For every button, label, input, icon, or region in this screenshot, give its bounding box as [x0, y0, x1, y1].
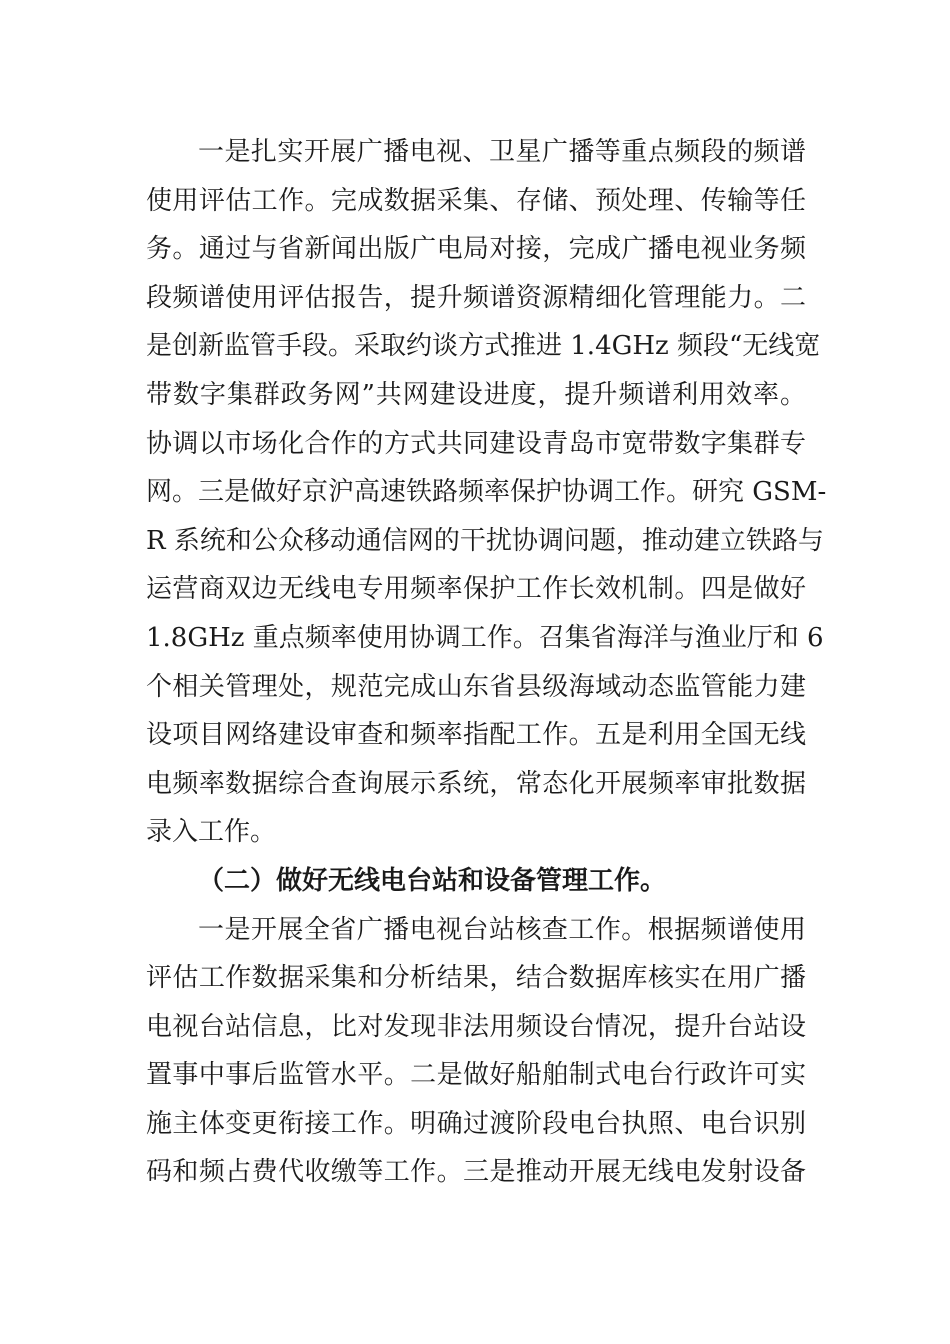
- text-line: 码和频占费代收缴等工作。三是推动开展无线电发射设备: [146, 1157, 806, 1188]
- text-line: 个相关管理处，规范完成山东省县级海域动态监管能力建: [146, 671, 806, 702]
- text-line: R 系统和公众移动通信网的干扰协调问题，推动建立铁路与: [146, 525, 824, 556]
- text-line: 段频谱使用评估报告，提升频谱资源精细化管理能力。二: [146, 282, 806, 313]
- text-line: 1.8GHz 重点频率使用协调工作。召集省海洋与渔业厅和 6: [146, 622, 824, 653]
- text-line: 是创新监管手段。采取约谈方式推进 1.4GHz 频段“无线宽: [146, 331, 821, 362]
- text-line: 使用评估工作。完成数据采集、存储、预处理、传输等任: [146, 185, 806, 216]
- text-line: 录入工作。: [146, 817, 277, 848]
- text-line: 网。三是做好京沪高速铁路频率保护协调工作。研究 GSM-: [146, 477, 827, 508]
- text-line: 电视台站信息，比对发现非法用频设台情况，提升台站设: [146, 1011, 806, 1042]
- text-line: 施主体变更衔接工作。明确过渡阶段电台执照、电台识别: [146, 1108, 806, 1139]
- text-line: 运营商双边无线电专用频率保护工作长效机制。四是做好: [146, 574, 806, 605]
- paragraph-station-management: [146, 906, 806, 1198]
- document-page: [146, 128, 827, 1197]
- text-line: 电频率数据综合查询展示系统，常态化开展频率审批数据: [146, 768, 806, 799]
- text-line: 协调以市场化合作的方式共同建设青岛市宽带数字集群专: [146, 428, 806, 459]
- text-line: 务。通过与省新闻出版广电局对接，完成广播电视业务频: [146, 234, 806, 265]
- paragraph-frequency-management: [146, 128, 827, 857]
- text-line: 设项目网络建设审查和频率指配工作。五是利用全国无线: [146, 720, 806, 751]
- text-line: 一是开展全省广播电视台站核查工作。根据频谱使用: [198, 914, 806, 945]
- section-heading: （二）做好无线电台站和设备管理工作。: [198, 865, 667, 896]
- text-line: 评估工作数据采集和分析结果，结合数据库核实在用广播: [146, 963, 806, 994]
- text-line: 一是扎实开展广播电视、卫星广播等重点频段的频谱: [198, 137, 806, 167]
- text-line: 带数字集群政务网”共网建设进度，提升频谱利用效率。: [146, 379, 806, 410]
- text-line: 置事中事后监管水平。二是做好船舶制式电台行政许可实: [146, 1060, 806, 1091]
